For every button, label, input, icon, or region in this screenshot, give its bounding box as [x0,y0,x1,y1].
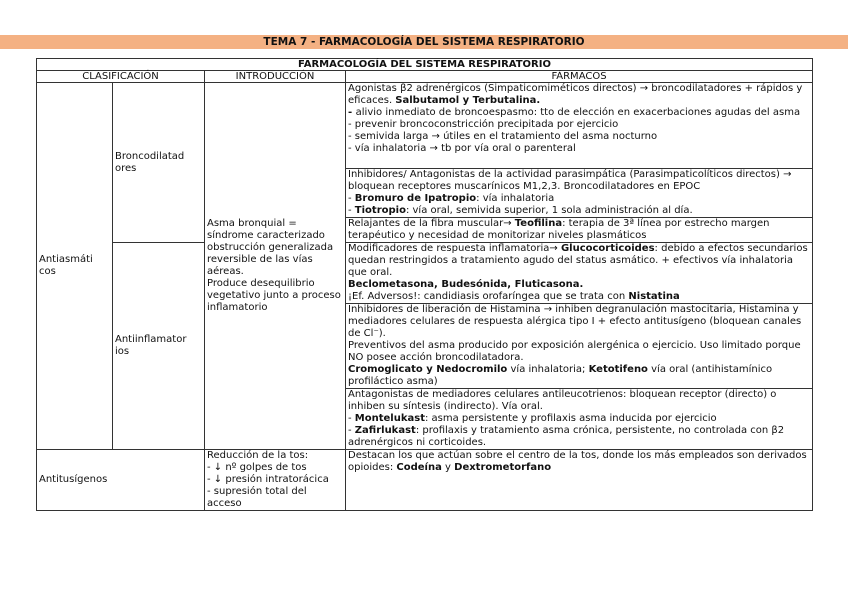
header-clasificacion: CLASIFICACIÓN [37,71,205,83]
drugs-glucocorticoides [346,243,813,304]
table-title: FARMACOLOGÍA DEL SISTEMA RESPIRATORIO [37,59,813,71]
text: Inhibidores de liberación de Histamina → inhiben degranulación mastocitaria, Histamina y mediadores celulares de respuesta alérgica tipo I + efecto antitusígeno (bloquean canales de Cl⁻). [348,304,802,339]
intro-antitusigenos [205,450,346,511]
text: - semivida larga → útiles en el tratamiento del asma nocturno [348,131,658,142]
drug-name: Nistatina [628,291,680,302]
intro-asma-line: Asma bronquial = síndrome caracterizado obstrucción generalizada reversible de las vías aéreas. [207,218,334,277]
text: - [348,413,355,424]
text: : vía inhalatoria [476,193,555,204]
text: : terapia de 3ª línea por estrecho margen terapéutico y necesidad de monitorizar niveles plasmáticos [348,218,770,241]
subcategory-antiinflamatorios: Antiinflamator ios [113,243,205,450]
drugs-relajantes [346,218,813,243]
intro-tos-line: - supresión total del acceso [207,486,307,509]
drug-name: Cromoglicato y Nedocromilo [348,364,508,375]
drug-name: Ketotifeno [588,364,648,375]
drug-name: Bromuro de Ipatropio [354,193,477,204]
text: - prevenir broncoconstricción precipitada por ejercicio [348,119,619,130]
text: : debido a efectos secundarios quedan restringidos a tratamiento agudo del status asmático. + efectivos vía inhalatoria que oral. [348,243,808,278]
drug-name: Dextrometorfano [454,462,552,473]
pharmacology-table [36,58,813,511]
drugs-anticolinergicos [346,169,813,218]
text: Agonistas β2 adrenérgicos (Simpaticomiméticos directos) → broncodilatadores + rápidos y eficaces. [348,83,803,106]
drug-name: Salbutamol y Terbutalina. [395,95,541,106]
text: y [441,462,455,473]
drug-name: Tiotropio [354,205,406,216]
intro-asma [205,83,346,450]
drug-name: Glucocorticoides [560,243,655,254]
text: : profilaxis y tratamiento asma crónica, persistente, no controlada con β2 adrenérgicos ni corticoides. [348,425,785,448]
page-title-banner: TEMA 7 - FARMACOLOGÍA DEL SISTEMA RESPIRATORIO [0,35,848,49]
text: Modificadores de respuesta inflamatoria→ [348,243,561,254]
drugs-agonistas-b2 [346,83,813,169]
text: vía inhalatoria; [507,364,589,375]
text: - vía inhalatoria → tb por vía oral o parenteral [348,143,576,154]
text: - [348,205,355,216]
text: - [348,193,355,204]
drug-name: Montelukast [354,413,425,424]
header-farmacos: FÁRMACOS [346,71,813,83]
text: Destacan los que actúan sobre el centro de la tos, donde los más empleados son derivados opioides: [348,450,807,473]
intro-tos-line: Reducción de la tos: [207,450,309,461]
category-antiasmaticos: Antiasmáti cos [37,83,113,450]
text: Antagonistas de mediadores celulares antileucotrienos: bloquean receptor (directo) o inhiben su síntesis (indirecto). Vía oral. [348,389,777,412]
drug-name: Teofilina [514,218,563,229]
category-antitusigenos: Antitusígenos [37,450,205,511]
text: Relajantes de la fibra muscular→ [348,218,515,229]
drugs-antitusigenos [346,450,813,511]
subcategory-broncodilatadores: Broncodilatad ores [113,83,205,243]
intro-tos-line: - ↓ nº golpes de tos [207,462,307,473]
drug-name: Codeína [396,462,442,473]
text: : asma persistente y profilaxis asma inducida por ejercicio [424,413,717,424]
text: - [348,107,356,118]
drugs-antileucotrienos [346,389,813,450]
text: vía oral (antihistamínico profiláctico asma) [348,364,773,387]
text: Inhibidores/ Antagonistas de la actividad parasimpática (Parasimpaticolíticos directos) → bloquean receptores muscarínicos M1,2,3. Broncodilatadores en EPOC [348,169,792,192]
intro-tos-line: - ↓ presión intratorácica [207,474,329,485]
text: Preventivos del asma producido por exposición alergénica o ejercicio. Uso limitado porque NO posee acción broncodilatadora. [348,340,801,363]
text: alivio inmediato de broncoespasmo: tto de elección en exacerbaciones agudas del asma [355,107,801,118]
text: - [348,425,355,436]
text: ¡Ef. Adversos!: candidiasis orofaríngea que se trata con [348,291,629,302]
drugs-estabilizadores-mastocitos [346,304,813,389]
drug-names: Beclometasona, Budesónida, Fluticasona. [348,279,584,290]
header-introduccion: INTRODUCCIÓN [205,71,346,83]
intro-asma-line: Produce desequilibrio vegetativo junto a proceso inflamatorio [207,278,341,313]
text: : vía oral, semivida superior, 1 sola administración al día. [405,205,693,216]
drug-name: Zafirlukast [354,425,416,436]
